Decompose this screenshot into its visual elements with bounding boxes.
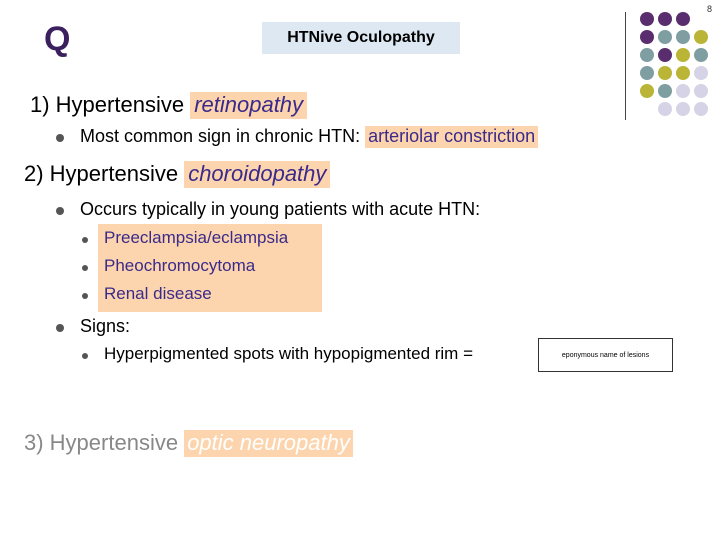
section-choroidopathy-heading (24, 161, 330, 187)
dot (658, 66, 672, 80)
bullet-dot (56, 324, 64, 332)
section-optic-neuropathy-heading (24, 430, 353, 456)
heading-prefix: 2) Hypertensive (24, 161, 185, 186)
retinopathy-bullet (80, 126, 538, 147)
dot (640, 84, 654, 98)
dot (658, 102, 672, 116)
q-mark: Q (44, 20, 71, 58)
bullet-dot (56, 134, 64, 142)
dot (676, 84, 690, 98)
dot (658, 12, 672, 26)
heading-highlight: optic neuropathy (184, 430, 353, 457)
dot (694, 30, 708, 44)
heading-prefix: 3) Hypertensive (24, 430, 185, 455)
bullet-dot (56, 207, 64, 215)
dot-grid-decoration (640, 12, 720, 122)
sub-bullet-dot (82, 353, 88, 359)
dot (676, 48, 690, 62)
dot (676, 102, 690, 116)
dot (694, 84, 708, 98)
dot (676, 12, 690, 26)
answer-reveal-box[interactable]: eponymous name of lesions (538, 338, 673, 372)
sub-bullet-dot (82, 293, 88, 299)
dot (694, 102, 708, 116)
dot (640, 66, 654, 80)
dot (640, 48, 654, 62)
cause-item: Renal disease (104, 284, 212, 303)
signs-item: Hyperpigmented spots with hypopigmented rim = (104, 344, 473, 363)
dot (694, 66, 708, 80)
choroidopathy-bullet-signs: Signs: (80, 316, 131, 336)
dot (640, 30, 654, 44)
page-number: 8 (706, 4, 712, 14)
section-retinopathy-heading (30, 92, 307, 118)
choroidopathy-bullet-occurs: Occurs typically in young patients with acute HTN: (80, 199, 481, 219)
dot (676, 30, 690, 44)
sub-bullet-dot (82, 237, 88, 243)
heading-highlight: retinopathy (190, 92, 307, 119)
dot (676, 66, 690, 80)
dot (694, 48, 708, 62)
sub-bullet-dot (82, 265, 88, 271)
dot (640, 12, 654, 26)
dot (658, 48, 672, 62)
arteriolar-constriction-highlight: arteriolar constriction (365, 126, 538, 148)
bullet-text: Most common sign in chronic HTN: (80, 126, 366, 146)
dot (658, 84, 672, 98)
cause-item: Preeclampsia/eclampsia (104, 228, 289, 247)
heading-prefix: 1) Hypertensive (30, 92, 191, 117)
slide-title: HTNive Oculopathy (262, 22, 460, 54)
heading-highlight: choroidopathy (184, 161, 330, 188)
cause-item: Pheochromocytoma (104, 256, 256, 275)
divider-line (625, 12, 626, 120)
dot (658, 30, 672, 44)
